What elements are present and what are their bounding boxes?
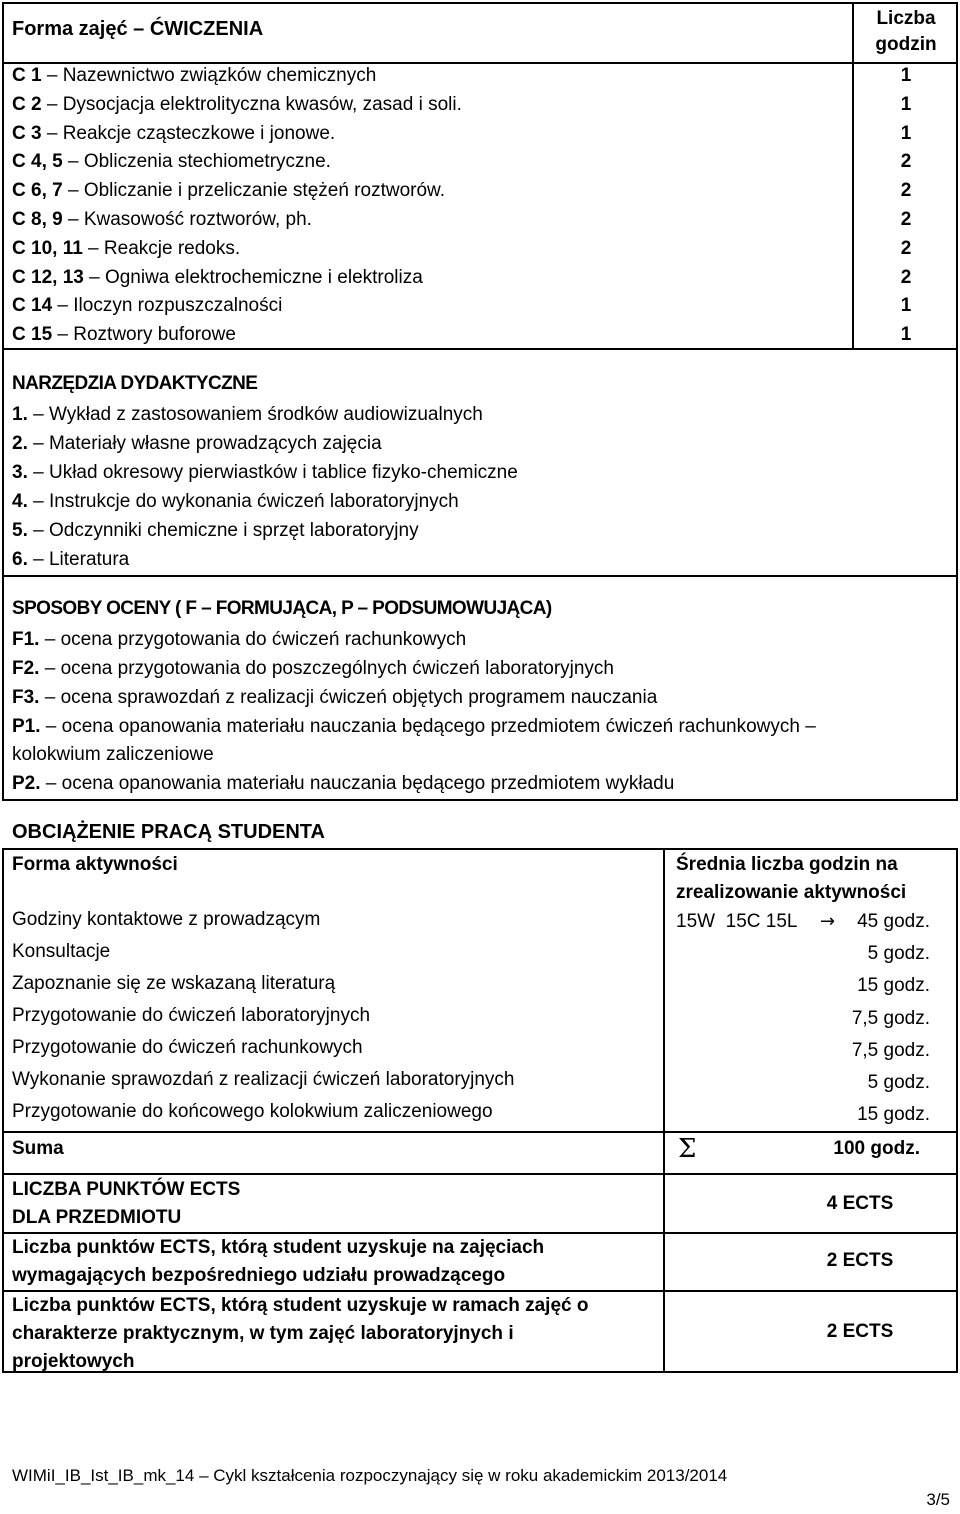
sum-label: Suma — [12, 1138, 64, 1159]
narzedzia-item-num: 5. — [12, 520, 28, 541]
dash: – — [52, 295, 74, 317]
dash: – — [27, 520, 49, 541]
col1-header: Forma aktywności — [12, 854, 178, 875]
dash: – — [27, 404, 49, 425]
col2-header-line1: Średnia liczba godzin na — [676, 854, 898, 875]
dash: – — [62, 151, 84, 173]
dash: – — [39, 658, 61, 679]
sposoby-item-code: P2. — [12, 773, 41, 794]
dash: – — [27, 549, 49, 570]
dash: – — [52, 324, 74, 346]
sposoby-item — [12, 626, 466, 654]
dash: – — [40, 773, 62, 794]
ects-label-line: Liczba punktów ECTS, którą student uzyskuje w ramach zajęć o — [12, 1295, 589, 1316]
ects-label-line: charakterze praktycznym, w tym zajęć laboratoryjnych i — [12, 1323, 514, 1344]
narzedzia-item-text: Materiały własne prowadzących zajęcia — [48, 433, 382, 454]
col2-header-line2: zrealizowanie aktywności — [676, 882, 907, 903]
ects-label-line: projektowych — [12, 1351, 135, 1372]
forma-row — [12, 62, 376, 90]
forma-row-code: C 14 — [12, 295, 53, 317]
forma-row-code: C 8, 9 — [12, 209, 63, 230]
dash: – — [62, 209, 84, 230]
forma-row — [12, 235, 240, 263]
forma-row-code: C 15 — [12, 324, 53, 346]
forma-row-hours: 1 — [900, 295, 912, 317]
dash: – — [83, 266, 105, 288]
dash: – — [27, 491, 49, 512]
forma-row-code: C 10, 11 — [12, 237, 83, 259]
obciazenie-sum-line-top — [2, 1131, 958, 1133]
arrow-right-icon: → — [820, 911, 836, 932]
obciazenie-row-label: Przygotowanie do ćwiczeń rachunkowych — [12, 1037, 363, 1058]
forma-row-text: Reakcje cząsteczkowe i jonowe. — [62, 122, 336, 144]
sposoby-item-text: ocena przygotowania do poszczególnych ćwiczeń laboratoryjnych — [60, 658, 614, 679]
forma-row — [12, 148, 331, 176]
ects-label — [12, 1292, 588, 1376]
footer-text: WIMiI_IB_Ist_IB_mk_14 – Cykl kształcenia rozpoczynający się w roku akademickim 2013/2014 — [12, 1466, 728, 1485]
ects-label — [12, 1234, 544, 1290]
forma-row-code: C 12, 13 — [12, 266, 84, 288]
narzedzia-item — [12, 488, 459, 516]
obciazenie-row-value: 15 godz. — [857, 1104, 930, 1125]
forma-row-text: Roztwory buforowe — [73, 324, 236, 346]
forma-row-text: Ogniwa elektrochemiczne i elektroliza — [104, 266, 423, 288]
narzedzia-item-text: Instrukcje do wykonania ćwiczeń laboratoryjnych — [48, 491, 459, 512]
sposoby-item-text: ocena sprawozdań z realizacji ćwiczeń objętych programem nauczania — [60, 687, 658, 708]
col2-header — [676, 851, 906, 907]
narzedzia-item — [12, 459, 518, 487]
forma-row-text: Obliczanie i przeliczanie stężeń roztworów. — [83, 180, 445, 202]
ects-label-line: wymagających bezpośredniego udziału prowadzącego — [12, 1265, 506, 1286]
forma-row — [12, 120, 335, 148]
contact-hours-breakdown: 15W 15C 15L — [676, 911, 798, 932]
narzedzia-item — [12, 430, 382, 458]
sposoby-item-code: P1. — [12, 716, 41, 737]
dash: – — [41, 122, 63, 144]
narzedzia-item — [12, 401, 483, 429]
obciazenie-row-value: 5 godz. — [867, 1072, 930, 1093]
forma-row-code: C 4, 5 — [12, 151, 63, 173]
forma-row-text: Nazewnictwo związków chemicznych — [62, 65, 377, 86]
sposoby-item — [12, 684, 657, 712]
obciazenie-row-label: Zapoznanie się ze wskazaną literaturą — [12, 973, 336, 994]
dash: – — [41, 65, 63, 86]
obciazenie-title: OBCIĄŻENIE PRACĄ STUDENTA — [12, 821, 325, 843]
forma-row — [12, 264, 423, 292]
obciazenie-row-label: Godziny kontaktowe z prowadzącym — [12, 909, 321, 930]
narzedzia-item-text: Układ okresowy pierwiastków i tablice fizyko-chemiczne — [48, 462, 518, 483]
obciazenie-row-value: 7,5 godz. — [851, 1008, 930, 1029]
page-number: 3/5 — [926, 1490, 950, 1509]
forma-row-code: C 2 — [12, 93, 42, 115]
obciazenie-sum-line-bottom — [2, 1173, 958, 1175]
narzedzia-item-text: Literatura — [48, 549, 130, 570]
forma-row — [12, 292, 282, 320]
forma-row-hours: 2 — [900, 237, 912, 259]
ects-value: 4 ECTS — [826, 1193, 894, 1214]
ects-value: 2 ECTS — [826, 1250, 894, 1271]
dash: – — [39, 629, 61, 650]
sposoby-item-text: ocena przygotowania do ćwiczeń rachunkowych — [60, 629, 467, 650]
forma-row-hours: 1 — [900, 122, 912, 144]
narzedzia-item-num: 2. — [12, 433, 28, 454]
ects-label-line: LICZBA PUNKTÓW ECTS — [12, 1179, 241, 1200]
forma-row-hours: 1 — [900, 93, 912, 115]
forma-row — [12, 206, 312, 234]
dash: – — [62, 180, 84, 202]
forma-row — [12, 177, 445, 205]
forma-row-text: Obliczenia stechiometryczne. — [83, 151, 331, 173]
obciazenie-divider — [663, 848, 665, 1373]
obciazenie-row-label: Przygotowanie do ćwiczeń laboratoryjnych — [12, 1005, 371, 1026]
forma-row-text: Kwasowość roztworów, ph. — [83, 209, 312, 230]
forma-row-hours: 2 — [900, 151, 912, 173]
forma-row-hours: 2 — [900, 266, 912, 288]
sposoby-item-text: ocena opanowania materiału nauczania będącego przedmiotem wykładu — [61, 773, 675, 794]
sposoby-item-text: ocena opanowania materiału nauczania będącego przedmiotem ćwiczeń rachunkowych – — [61, 716, 816, 737]
sposoby-item-code: F2. — [12, 658, 40, 679]
dash: – — [40, 716, 62, 737]
forma-row-hours: 1 — [900, 65, 912, 86]
sposoby-item — [12, 655, 614, 683]
narzedzia-item-num: 3. — [12, 462, 28, 483]
ects-value: 2 ECTS — [826, 1321, 894, 1342]
narzedzia-item-text: Wykład z zastosowaniem środków audiowizualnych — [48, 404, 483, 425]
narzedzia-item-num: 4. — [12, 491, 28, 512]
sposoby-title: SPOSOBY OCENY ( F – FORMUJĄCA, P – PODSUMOWUJĄCA) — [12, 598, 552, 619]
hours-header-line1: Liczba — [876, 8, 936, 29]
forma-row-text: Iloczyn rozpuszczalności — [73, 295, 283, 317]
obciazenie-row-value: 15 godz. — [857, 975, 930, 996]
forma-row-hours: 2 — [900, 209, 912, 230]
forma-row-text: Reakcje redoks. — [103, 237, 241, 259]
forma-row-code: C 3 — [12, 122, 42, 144]
hours-header-line2: godzin — [875, 34, 937, 55]
ects-label — [12, 1176, 240, 1232]
sposoby-item — [12, 770, 674, 798]
ects-label-line: Liczba punktów ECTS, którą student uzyskuje na zajęciach — [12, 1237, 545, 1258]
obciazenie-row-label: Przygotowanie do końcowego kolokwium zaliczeniowego — [12, 1101, 493, 1122]
narzedzia-item — [12, 546, 129, 574]
hours-header — [854, 6, 958, 58]
forma-row-hours: 2 — [900, 180, 912, 202]
narzedzia-item-num: 6. — [12, 549, 28, 570]
obciazenie-row-value: 5 godz. — [867, 943, 930, 964]
sposoby-item — [12, 713, 816, 741]
forma-row-code: C 1 — [12, 65, 42, 86]
dash: – — [39, 687, 61, 708]
sposoby-item-code: F1. — [12, 629, 40, 650]
ects-label-line: DLA PRZEDMIOTU — [12, 1207, 182, 1228]
forma-row-text: Dysocjacja elektrolityczna kwasów, zasad i soli. — [62, 93, 462, 115]
dash: – — [82, 237, 104, 259]
obciazenie-row-value: 7,5 godz. — [851, 1040, 930, 1061]
sigma-icon: Σ — [678, 1134, 697, 1164]
narzedzia-title: NARZĘDZIA DYDAKTYCZNE — [12, 373, 258, 394]
dash: – — [27, 462, 49, 483]
forma-row-hours: 1 — [900, 324, 912, 346]
sposoby-item-code: F3. — [12, 687, 40, 708]
forma-row — [12, 321, 236, 349]
forma-zajec-title: Forma zajęć – ĆWICZENIA — [12, 18, 264, 40]
obciazenie-row-value: 45 godz. — [857, 911, 930, 932]
obciazenie-row-label: Wykonanie sprawozdań z realizacji ćwiczeń laboratoryjnych — [12, 1069, 515, 1090]
dash: – — [41, 93, 63, 115]
forma-row — [12, 91, 462, 119]
sum-value: 100 godz. — [833, 1138, 920, 1159]
dash: – — [27, 433, 49, 454]
narzedzia-item-text: Odczynniki chemiczne i sprzęt laboratoryjny — [48, 520, 419, 541]
sposoby-item-text-cont: kolokwium zaliczeniowe — [12, 744, 214, 765]
forma-row-code: C 6, 7 — [12, 180, 63, 202]
narzedzia-item-num: 1. — [12, 404, 28, 425]
narzedzia-item — [12, 517, 419, 545]
obciazenie-row-label: Konsultacje — [12, 941, 111, 962]
